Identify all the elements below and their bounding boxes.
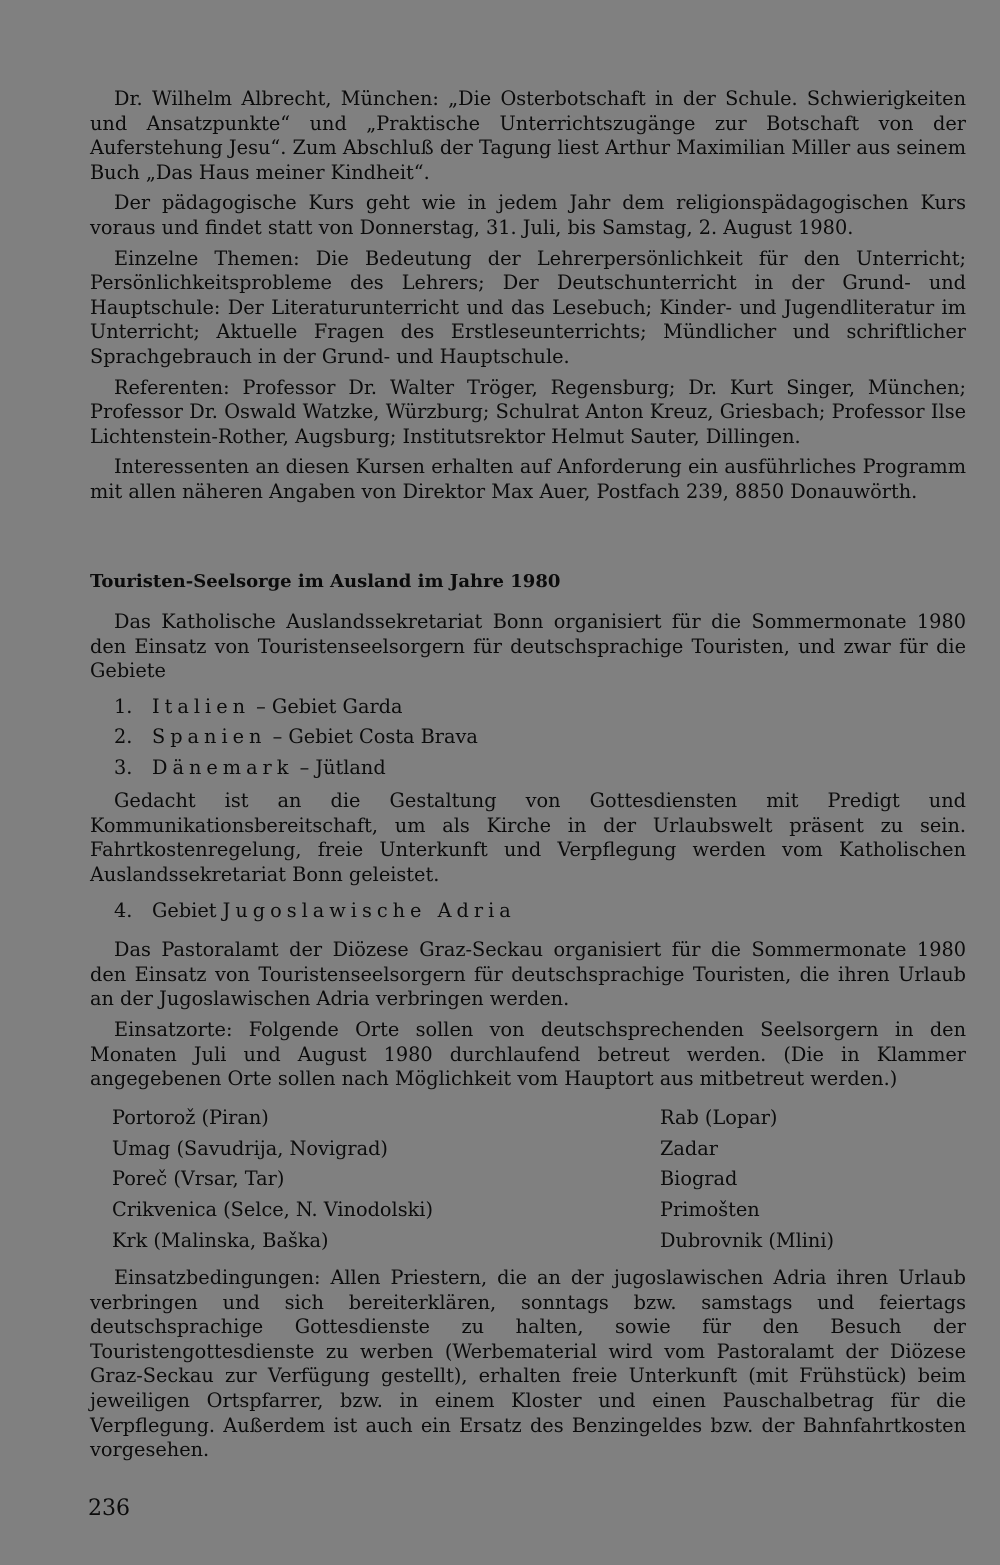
tourism-section xyxy=(90,610,966,1092)
places-table xyxy=(112,1103,872,1256)
table-row: Crikvenica (Selce, N. Vinodolski) Primošten xyxy=(112,1198,760,1222)
paragraph: Interessenten an diesen Kursen erhalten auf Anforderung ein ausführliches Programm mit allen näheren Angaben von Direktor Max Auer, Postfach 239, 8850 Donauwörth. xyxy=(90,455,966,503)
page-number: 236 xyxy=(88,1496,130,1521)
paragraph: Referenten: Professor Dr. Walter Tröger, Regensburg; Dr. Kurt Singer, München; Professor Dr. Oswald Watzke, Würzburg; Schulrat Anton Kreuz, Griesbach; Professor Ilse Lichtenstein-Rother, Augsburg; Institutsrektor Helmut Sauter, Dillingen. xyxy=(90,375,966,448)
paragraph: Einsatzbedingungen: Allen Priestern, die an der jugoslawischen Adria ihren Urlaub verbringen und sich bereiterklären, sonntags bzw. samstags und feiertags deutschsprachige Gottesdienste zu halten, sowie für den Besuch der Touristengottesdienste zu werben (Werbematerial wird vom Pastoralamt der Diözese Graz-Seckau zur Verfügung gestellt), erhalten freie Unterkunft (mit Frühstück) beim jeweiligen Ortspfarrer, bzw. in einem Kloster und einen Pauschalbetrag für die Verpflegung. Außerdem ist auch ein Ersatz des Benzingeldes bzw. der Bahnfahrtkosten vorgesehen. xyxy=(90,1266,966,1462)
conditions-section xyxy=(90,1266,966,1463)
list-item: 3. Dänemark – Jütland xyxy=(114,755,386,779)
region-list xyxy=(90,692,966,784)
paragraph: Einsatzorte: Folgende Orte sollen von deutschsprechenden Seelsorgern in den Monaten Juli und August 1980 durchlaufend betreut werden. (Die in Klammer angegebenen Orte sollen nach Möglichkeit vom Hauptort aus mitbetreut werden.) xyxy=(90,1017,966,1091)
paragraph: Der pädagogische Kurs geht wie in jedem Jahr dem religionspädagogischen Kurs voraus und findet statt von Donnerstag, 31. Juli, bis Samstag, 2. August 1980. xyxy=(90,191,966,239)
intro-section xyxy=(90,87,966,505)
list-item: 2. Spanien – Gebiet Costa Brava xyxy=(114,725,478,749)
paragraph: Das Pastoralamt der Diözese Graz-Seckau organisiert für die Sommermonate 1980 den Einsatz von Touristenseelsorgern für deutschsprachige Touristen, die ihren Urlaub an der Jugoslawischen Adria verbringen werden. xyxy=(90,938,966,1011)
table-row: Poreč (Vrsar, Tar) Biograd xyxy=(112,1167,738,1191)
list-item: 1. Italien – Gebiet Garda xyxy=(114,694,403,718)
table-row: Krk (Malinska, Baška) Dubrovnik (Mlini) xyxy=(112,1228,835,1252)
table-row: Portorož (Piran) Rab (Lopar) xyxy=(112,1106,778,1129)
paragraph: Dr. Wilhelm Albrecht, München: „Die Osterbotschaft in der Schule. Schwierigkeiten und Ansatzpunkte“ und „Praktische Unterrichtszugänge zur Botschaft von der Auferstehung Jesu“. Zum Abschluß der Tagung liest Arthur Maximilian Miller aus seinem Buch „Das Haus meiner Kindheit“. xyxy=(90,87,966,184)
section-heading: Touristen-Seelsorge im Ausland im Jahre 1980 xyxy=(90,571,561,592)
paragraph: Das Katholische Auslandssekretariat Bonn organisiert für die Sommermonate 1980 den Einsatz von Touristenseelsorgern für deutschsprachige Touristen, und zwar für die Gebiete xyxy=(90,610,966,683)
table-row: Umag (Savudrija, Novigrad) Zadar xyxy=(112,1136,718,1160)
paragraph: Gedacht ist an die Gestaltung von Gottesdiensten mit Predigt und Kommunikationsbereitschaft, um als Kirche in der Urlaubswelt präsent zu sein. Fahrtkostenregelung, freie Unterkunft und Verpflegung werden vom Katholischen Auslandssekretariat Bonn geleistet. xyxy=(90,789,966,887)
paragraph: Einzelne Themen: Die Bedeutung der Lehrerpersönlichkeit für den Unterricht; Persönlichkeitsprobleme des Lehrers; Der Deutschunterricht in der Grund- und Hauptschule: Der Literaturunterricht und das Lesebuch; Kinder- und Jugendliteratur im Unterricht; Aktuelle Fragen des Erstleseunterrichts; Mündlicher und schriftlicher Sprachgebrauch in der Grund- und Hauptschule. xyxy=(90,246,966,368)
list-item: 4. Gebiet Jugoslawische Adria xyxy=(114,898,516,922)
